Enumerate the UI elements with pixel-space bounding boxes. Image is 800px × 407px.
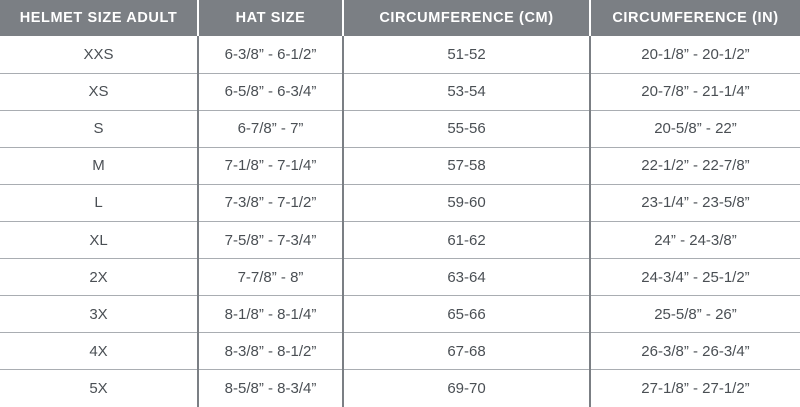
cell-circumference-cm: 65-66 <box>343 296 590 333</box>
table-row <box>0 147 800 184</box>
cell-helmet-size: 5X <box>0 370 198 407</box>
cell-hat-size: 8-5/8” - 8-3/4” <box>198 370 343 407</box>
cell-circumference-cm: 61-62 <box>343 221 590 258</box>
cell-helmet-size: L <box>0 184 198 221</box>
column-header-hat-size: HAT SIZE <box>198 0 343 36</box>
cell-circumference-cm: 51-52 <box>343 36 590 73</box>
cell-helmet-size: M <box>0 147 198 184</box>
table-row <box>0 333 800 370</box>
table-header-row <box>0 0 800 36</box>
cell-helmet-size: 4X <box>0 333 198 370</box>
cell-circumference-in: 24-3/4” - 25-1/2” <box>590 259 800 296</box>
table-row <box>0 296 800 333</box>
cell-circumference-in: 20-5/8” - 22” <box>590 110 800 147</box>
cell-hat-size: 7-7/8” - 8” <box>198 259 343 296</box>
cell-helmet-size: 3X <box>0 296 198 333</box>
cell-hat-size: 8-3/8” - 8-1/2” <box>198 333 343 370</box>
table-header <box>0 0 800 36</box>
cell-circumference-cm: 57-58 <box>343 147 590 184</box>
cell-hat-size: 7-1/8” - 7-1/4” <box>198 147 343 184</box>
table-row <box>0 259 800 296</box>
cell-circumference-cm: 59-60 <box>343 184 590 221</box>
column-header-circumference-cm: CIRCUMFERENCE (CM) <box>343 0 590 36</box>
cell-hat-size: 7-3/8” - 7-1/2” <box>198 184 343 221</box>
cell-helmet-size: XXS <box>0 36 198 73</box>
cell-hat-size: 6-5/8” - 6-3/4” <box>198 73 343 110</box>
cell-helmet-size: XL <box>0 221 198 258</box>
table-row <box>0 73 800 110</box>
cell-hat-size: 7-5/8” - 7-3/4” <box>198 221 343 258</box>
table-row <box>0 184 800 221</box>
column-header-circumference-in: CIRCUMFERENCE (IN) <box>590 0 800 36</box>
cell-helmet-size: XS <box>0 73 198 110</box>
cell-hat-size: 8-1/8” - 8-1/4” <box>198 296 343 333</box>
cell-circumference-in: 26-3/8” - 26-3/4” <box>590 333 800 370</box>
table-row <box>0 36 800 73</box>
cell-circumference-cm: 53-54 <box>343 73 590 110</box>
cell-circumference-cm: 69-70 <box>343 370 590 407</box>
cell-circumference-in: 20-7/8” - 21-1/4” <box>590 73 800 110</box>
cell-helmet-size: 2X <box>0 259 198 296</box>
cell-helmet-size: S <box>0 110 198 147</box>
cell-circumference-cm: 63-64 <box>343 259 590 296</box>
table-body <box>0 36 800 407</box>
cell-hat-size: 6-7/8” - 7” <box>198 110 343 147</box>
table-row <box>0 110 800 147</box>
cell-hat-size: 6-3/8” - 6-1/2” <box>198 36 343 73</box>
cell-circumference-in: 25-5/8” - 26” <box>590 296 800 333</box>
cell-circumference-in: 27-1/8” - 27-1/2” <box>590 370 800 407</box>
table-row <box>0 370 800 407</box>
table-row <box>0 221 800 258</box>
cell-circumference-cm: 55-56 <box>343 110 590 147</box>
cell-circumference-in: 22-1/2” - 22-7/8” <box>590 147 800 184</box>
cell-circumference-cm: 67-68 <box>343 333 590 370</box>
cell-circumference-in: 20-1/8” - 20-1/2” <box>590 36 800 73</box>
column-header-helmet-size-adult: HELMET SIZE ADULT <box>0 0 198 36</box>
cell-circumference-in: 24” - 24-3/8” <box>590 221 800 258</box>
cell-circumference-in: 23-1/4” - 23-5/8” <box>590 184 800 221</box>
